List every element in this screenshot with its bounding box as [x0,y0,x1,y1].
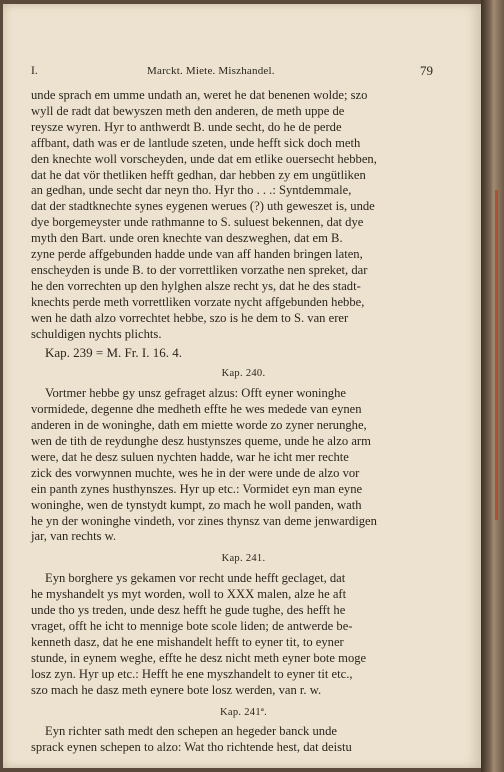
paragraph-kap-240 [31,386,456,545]
paragraph-continued [31,88,456,343]
heading-kap-240: Kap. 240. [221,368,266,380]
cross-reference: Kap. 239 = M. Fr. I. 16. 4. [45,344,182,360]
text-line: den knechte woll vorscheyden, unde dat em etlike ouersecht hebben, [31,151,377,166]
text-line: woninghe, wen de tynstydt kumpt, zo mach he woll panden, wath [31,497,362,512]
running-header [29,63,453,83]
book-spine [481,0,504,772]
text-line: szo mach he dasz meth eynere bote losz werden, van r. w. [31,682,322,697]
text-line: vormidede, degenne dhe medheth effte he wes medede van eynen [31,402,362,417]
text-line: ein panth zynes husthynszes. Hyr up etc.: Vormidet eyn man eyne [31,481,363,496]
text-line: zyne perde affgebunden hadde unde van aff handen bringen laten, [31,247,363,262]
page-body [31,88,456,756]
text-line: kenneth dasz, dat he ene mishandelt hefft to eyner tit, to eyner [31,634,344,649]
text-line: affbant, dath was er de lantlude szeten, unde hefft sick doch meth [31,135,361,150]
text-line: dat der stadtknechte synes eygenen werues (?) uth geweszet is, unde [31,199,375,214]
heading-kap-241a: Kap. 241ª. [219,706,267,718]
book-page [3,4,481,768]
text-line: wen he dath alzo vorrechtet hebbe, szo is he dem to S. van erer [31,310,349,325]
text-line: schuldigen nychts plichts. [31,326,162,341]
text-line: myth den Bart. unde oren knechte van deszweghen, dat em B. [31,231,343,246]
text-line: he myshandelt ys myt worden, woll to XXX malen, alze he aft [31,587,347,602]
header-section-numeral: I. [31,65,38,77]
text-line: sprack eynen schepen to alzo: Wat tho richtende hest, dat deistu [31,740,352,755]
text-line: wen de tith de reydunghe desz hustynszes queme, unde he alzo arm [31,434,371,449]
paragraph-kap-241 [31,571,456,698]
heading-kap-241: Kap. 241. [221,553,266,565]
page-number: 79 [420,63,433,78]
text-line: stunde, in eynem weghe, effte he desz nicht meth eyner bote moge [31,650,367,665]
text-line: Eyn borghere ys gekamen vor recht unde hefft geclaget, dat [45,571,346,586]
header-title: Marckt. Miete. Miszhandel. [147,65,275,77]
text-line: losz zyn. Hyr up etc.: Hefft he ene myszhandelt to eyner tit etc., [31,666,353,681]
text-line: Eyn richter sath medt den schepen an hegeder banck unde [45,724,337,739]
text-line: knechts perde meth vorrettliken vorzate nycht affgebunden hebbe, [31,294,365,309]
paragraph-kap-241a [31,724,456,756]
text-line: anderen in de woninghe, dath em miette worde zo zyner nerunghe, [31,418,367,433]
text-line: dye borgemeyster unde rathmanne to S. suluest bekennen, dat dye [31,215,364,230]
text-line: he yn der woninghe vindeth, vor zines thynsz van deme jenwardigen [31,513,377,528]
text-line: unde sprach em umme undath an, weret he dat benenen wolde; szo [31,88,368,102]
text-line: vraget, offt he icht to mennige bote scole liden; de antwerde be- [31,619,353,633]
text-line: an gedhan, unde secht dar neyn tho. Hyr tho . . .: Syntdemmale, [31,183,352,198]
text-line: dat he dat vör thetliken hefft gedhan, dar hebben zy em ungütliken [31,167,366,182]
text-line: were, dat he desz suluen nychten hadde, war he icht mer rechte [31,449,349,464]
text-line: he den vorrechten up den hylghen alsze recht ys, dat he des stadt- [31,278,361,293]
text-line: reysze wyren. Hyr to anthwerdt B. unde secht, do he de perde [31,119,342,134]
text-line: unde tho ys treden, unde desz hefft he gude tughe, des hefft he [31,603,346,618]
spine-band [495,190,498,520]
text-line: zick des vorwynnen muchte, wes he in der were unde de alzo vor [31,465,360,480]
text-line: jar, van rechts w. [31,529,117,544]
text-line: enscheyden is unde B. to der vorrettliken vorzathe nen spreket, dar [31,262,368,277]
text-line: wyll de radt dat bewyszen meth den anderen, de meth uppe de [31,103,345,118]
text-line: Vortmer hebbe gy unsz gefraget alzus: Offt eyner woninghe [45,386,346,401]
